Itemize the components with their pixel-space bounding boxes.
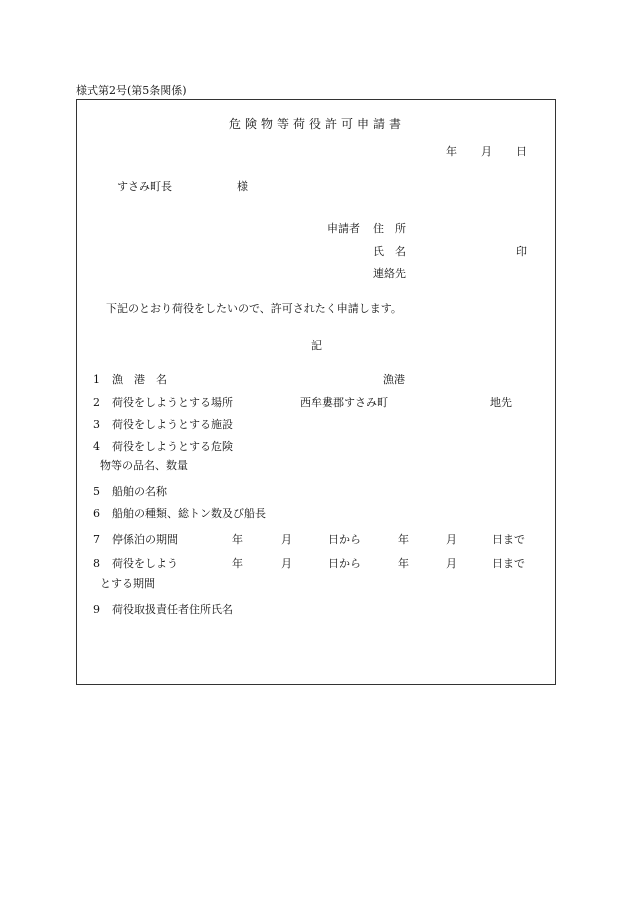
form-number: 様式第2号(第5条関係) [76,84,187,97]
item-8-label: 荷役をしよう [112,557,178,570]
intro-text: 下記のとおり荷役をしたいので、許可されたく申請します。 [106,302,402,315]
item-7-from-month: 月 [281,533,292,546]
form-title: 危険物等荷役許可申請書 [229,117,406,131]
item-1-number: 1 [93,373,100,386]
item-7-to-day: 日まで [492,533,525,546]
item-1-value: 漁港 [383,373,405,386]
item-9-number: 9 [93,603,100,616]
item-7-from-day: 日から [328,533,361,546]
item-9-label: 荷役取扱責任者住所氏名 [112,603,233,616]
item-2-label: 荷役をしようとする場所 [112,396,233,409]
item-1-label: 漁 港 名 [112,373,167,386]
date-day: 日 [516,145,527,158]
item-4-number: 4 [93,440,100,453]
item-6-label: 船舶の種類、総トン数及び船長 [112,507,266,520]
item-8-number: 8 [93,557,100,570]
item-2-suffix: 地先 [490,396,512,409]
item-5-number: 5 [93,485,100,498]
applicant-name-label: 氏 名 [373,245,406,258]
item-7-from-year: 年 [232,533,243,546]
item-8-from-month: 月 [281,557,292,570]
item-8-from-year: 年 [232,557,243,570]
item-7-label: 停係泊の期間 [112,533,178,546]
item-7-to-month: 月 [446,533,457,546]
applicant-address-label: 住 所 [373,222,406,235]
item-4-label-cont: 物等の品名、数量 [100,459,188,472]
seal-mark: 印 [516,245,527,258]
ki-heading: 記 [311,339,322,352]
date-year: 年 [446,145,457,158]
item-8-from-day: 日から [328,557,361,570]
item-7-to-year: 年 [398,533,409,546]
applicant-label: 申請者 [327,222,360,235]
addressee-name: すさみ町長 [117,180,172,193]
item-4-label: 荷役をしようとする危険 [112,440,233,453]
item-6-number: 6 [93,507,100,520]
item-8-label-cont: とする期間 [100,577,155,590]
item-3-label: 荷役をしようとする施設 [112,418,233,431]
item-3-number: 3 [93,418,100,431]
item-2-value: 西牟婁郡すさみ町 [300,396,388,409]
item-5-label: 船舶の名称 [112,485,167,498]
date-month: 月 [481,145,492,158]
addressee-honorific: 様 [237,180,248,193]
item-8-to-month: 月 [446,557,457,570]
applicant-contact-label: 連絡先 [373,267,406,280]
item-8-to-day: 日まで [492,557,525,570]
item-7-number: 7 [93,533,100,546]
item-2-number: 2 [93,396,100,409]
item-8-to-year: 年 [398,557,409,570]
